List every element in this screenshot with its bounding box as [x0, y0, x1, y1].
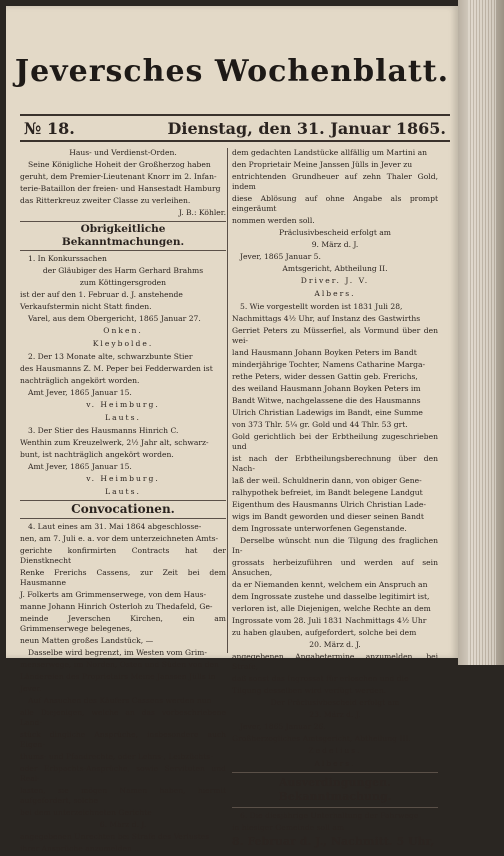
notice-line: 6. Die diesjährige Unterhaltung der Fahrwege	[240, 811, 419, 820]
notice-line: entrichtenden Grundheuer auf zehn Thaler Gold, indem	[232, 172, 438, 191]
notice-line: Jever.	[20, 684, 42, 693]
notice-line: Renke Frerichs Cassens, zur Zeit bei dem Hausmanne	[20, 568, 226, 587]
notice-line: Tilgung desselben wird verfügt werden.	[232, 686, 387, 695]
intro-line: das Ritterkreuz zweiter Classe zu verleihen.	[20, 196, 191, 205]
notice-line: Ländereien des Proprietairs Meine Janssen Jülls in	[20, 672, 216, 681]
intro-line: Seine Königliche Hoheit der Großherzog haben	[28, 160, 211, 169]
notice-line: des weiland Hausmann Johann Boyken Peters im	[232, 384, 421, 393]
notice-line: in hiesiger Gemeinde soll am	[232, 823, 345, 832]
notice-signature: Driver. J. V.	[300, 276, 370, 285]
notice-signature: Zedelius.	[308, 746, 362, 755]
notice-line: neun Matten großes Landstück, —	[20, 636, 154, 645]
notice-line: 4. Laut eines am 31. Mai 1864 abgeschlosse-	[28, 522, 202, 531]
notice-line: zum Köttingersgroden	[79, 278, 167, 287]
notice-line: alle Diejenigen, welche an das vorbeschriebene Land-	[20, 708, 226, 727]
notice-line: 2. Der 13 Monate alte, schwarzbunte Stier	[28, 352, 193, 361]
notice-signature: Albers.	[314, 759, 356, 768]
notice-line: Bandt Witwe, nachgelassene die des Hausmanns	[232, 396, 421, 405]
notice-line: Präclusivbescheid erfolgt am	[278, 228, 392, 237]
notice-line: von 373 Thlr. 5¼ gr. Gold und 44 Thlr. 53 grt.	[232, 420, 408, 429]
notice-line: zu haben glauben, aufgefordert, solche bei dem	[232, 628, 417, 637]
notice-3	[20, 426, 226, 497]
notice-line: Ingrossate vom 28. Juli 1831 Nachmittags 4½ Uhr	[232, 616, 427, 625]
notice-line: thums- und Pfandrechte, oder Lehns-, Leibzüchts-	[20, 752, 213, 761]
notice-line: daß sonst das Ingrossat für erloschen und die	[232, 674, 409, 683]
notice-date-emphasis: 8. Februar d. J., Nachmitt. 5 Uhr,	[232, 835, 435, 848]
notice-line: den Proprietair Meine Janssen Jülls in Jever zu	[232, 160, 413, 169]
right-column	[232, 148, 438, 851]
newspaper-page	[6, 6, 458, 853]
notice-line: Eigenthum des Hausmanns Ulrich Christian Lade-	[232, 500, 426, 509]
notice-line: ihrer Ansprüche anzumelden ...	[20, 844, 142, 853]
notice-line: nen, am 7. Juli e. a. vor dem unterzeichneten Amts-	[20, 534, 219, 543]
section-subtitle-bekanntmachung: Bekanntmachung.	[278, 790, 392, 803]
section-title-ausverdingungen: Ausverdingungen.	[279, 776, 391, 789]
notice-signature: Lauts.	[105, 487, 141, 496]
section-title-convocations: Convocationen.	[20, 500, 226, 519]
notice-signature: Lauts.	[105, 413, 141, 422]
notice-line: angegebenen Angabetermine anzumelden, bei Strafe,	[232, 652, 438, 671]
dateline	[20, 114, 450, 142]
notice-line: stück dingliche Ansprüche, insbesondere auch Eigen-	[20, 730, 226, 749]
notice-line: land Hausmann Johann Boyken Peters im Bandt	[232, 348, 417, 357]
notice-line: menserwege, im Norden, Osten und Süden von den	[20, 660, 219, 669]
notice-line: oder Erbpachts-Ansprüche, sowie Servituten und Real-	[20, 764, 226, 783]
notice-signature: Albers.	[314, 289, 356, 298]
notice-line: ist nach der Erbtheilungsberechnung über den Nach-	[232, 454, 438, 473]
notice-date: 6. März d. J.	[99, 820, 147, 829]
section-rule	[232, 807, 438, 808]
notice-line: 3. Der Stier des Hausmanns Hinrich C.	[28, 426, 179, 435]
notice-line: meinde Jeverschen Kirchen, ein am Grimmenserwege belegenes,	[20, 614, 226, 633]
notice-2	[20, 352, 226, 423]
notice-signature: Kleybolde.	[92, 339, 154, 348]
notice-line: verloren ist, alle Diejenigen, welche Rechte an dem	[232, 604, 431, 613]
notice-1	[20, 254, 226, 349]
notice-line: Wenthin zum Kreuzelwerk, 2½ Jahr alt, schwarz-	[20, 438, 209, 447]
notice-4-continued	[232, 148, 438, 299]
notice-line: da er Niemanden kennt, welchem ein Anspruch an	[232, 580, 428, 589]
issue-date: Dienstag, den 31. Januar 1865.	[167, 118, 446, 138]
notice-line: laß der weil. Schuldnerin dann, von obiger Gene-	[232, 476, 422, 485]
section-title-official: Obrigkeitliche Bekanntmachungen.	[20, 221, 226, 251]
notice-line: bunt, ist nachträglich angekört worden.	[20, 450, 174, 459]
notice-line: Gerriet Peters zu Müsserfiel, als Vormund über den wei-	[232, 326, 438, 345]
notice-6	[232, 811, 438, 849]
notice-signature: Onken.	[103, 326, 143, 335]
notice-line: dem gedachten Landstücke allfällig um Martini an	[232, 148, 427, 157]
notice-4	[20, 522, 226, 854]
notice-line: ist der auf den 1. Februar d. J. anstehende	[20, 290, 183, 299]
book-binding	[458, 0, 504, 665]
notice-date: 9. März d. J.	[311, 240, 359, 249]
notice-line: bei dem unterzeichneten Gerichte	[20, 808, 152, 817]
notice-line: gerichte konfirmirten Contracts hat der Dienstknecht	[20, 546, 226, 565]
notice-date: 20. März d. J.	[309, 640, 361, 649]
masthead-title: Jeversches Wochenblatt.	[14, 54, 450, 89]
notice-signature: v. Heimburg.	[86, 474, 160, 483]
notice-line: Auf Ansuchen des Käufers Cassens werden nun	[28, 696, 212, 705]
notice-line: Dasselbe wird begrenzt, im Westen vom Grim-	[28, 648, 207, 657]
notice-line: Der Präclusivbescheid erfolgt am	[270, 698, 400, 707]
notice-line: Derselbe wünscht nun die Tilgung des fraglichen In-	[232, 536, 438, 555]
notice-line: 5. Wie vorgestellt worden ist 1831 Juli 28,	[240, 302, 403, 311]
page-edges	[468, 0, 496, 665]
section-rule	[232, 772, 438, 773]
intro-block	[20, 148, 226, 218]
notice-date: 23. März d. J.	[309, 710, 361, 719]
intro-line: geruht, dem Premier-Lieutenant Knorr im 2. Infan-	[20, 172, 217, 181]
notice-5	[232, 302, 438, 769]
notice-line: wigs im Bandt geworden und dieser seinen Bandt	[232, 512, 424, 521]
notice-line: Jever, 1865 Januar 5.	[240, 252, 321, 261]
notice-line: dem Ingrossate zustehe und dasselbe legitimirt ist,	[232, 592, 430, 601]
notice-line: Amt Jever, 1865 Januar 15.	[28, 462, 132, 471]
column-divider	[227, 148, 228, 653]
notice-line: angegebenen Unrechten bei Strafe des Verlustes	[20, 832, 210, 841]
notice-line: Amt Jever, 1865 Januar 15.	[28, 388, 132, 397]
notice-line: dem Ingrossate unterworfenen Gegenstande.	[232, 524, 407, 533]
left-column	[20, 148, 226, 856]
notice-line: Verkaufstermin nicht Statt finden.	[20, 302, 152, 311]
notice-line: Gold gerichtlich bei der Erbtheilung zugeschrieben und	[232, 432, 438, 451]
intro-line: Haus- und Verdienst-Orden.	[69, 148, 177, 157]
notice-line: Amtsgericht, Abtheilung II.	[282, 264, 388, 273]
notice-line: Varel, aus dem Obergericht, 1865 Januar 27.	[28, 314, 201, 323]
notice-line: nachträglich angekört worden.	[20, 376, 140, 385]
notice-line: J. Folkerts am Grimmenserwege, von dem Haus-	[20, 590, 207, 599]
notice-line: nommen werden soll.	[232, 216, 315, 225]
notice-line: lasten, sie mögen Namen haben, hiermit aufgefordert, solche	[20, 786, 226, 805]
notice-line: der Gläubiger des Harm Gerhard Brahms	[42, 266, 204, 275]
intro-signature: J. B.: Köhler.	[178, 208, 226, 217]
notice-line: diese Ablösung auf ohne Angabe als prompt eingeräumt	[232, 194, 438, 213]
notice-line: minderjährige Tochter, Namens Catharine Marga-	[232, 360, 426, 369]
notice-line: manne Johann Hinrich Osterloh zu Thedafeld, Ge-	[20, 602, 213, 611]
notice-line: Großherzogliches Amtsgericht, Abtheilung III.	[232, 734, 411, 743]
notice-line: Nachmittags 4½ Uhr, auf Instanz des Gastwirths	[232, 314, 421, 323]
notice-line: rethe Peters, wider dessen Gattin geb. Frerichs,	[232, 372, 418, 381]
notice-line: 1. In Konkurssachen	[28, 254, 107, 263]
notice-line: des Hausmanns Z. M. Peper bei Fedderwarden ist	[20, 364, 213, 373]
notice-line: Jever, 1865 Januar 26.	[240, 722, 326, 731]
intro-line: terie-Bataillon der freien- und Hansestadt Hamburg	[20, 184, 221, 193]
notice-signature: v. Heimburg.	[86, 400, 160, 409]
notice-line: Ulrich Christian Ladewigs im Bandt, eine Summe	[232, 408, 423, 417]
notice-line: grossats herbeizuführen und werden auf sein Ansuchen,	[232, 558, 438, 577]
issue-number: № 18.	[24, 118, 75, 138]
notice-line: ralhypothek befreiet, im Bandt belegene Landgut	[232, 488, 423, 497]
